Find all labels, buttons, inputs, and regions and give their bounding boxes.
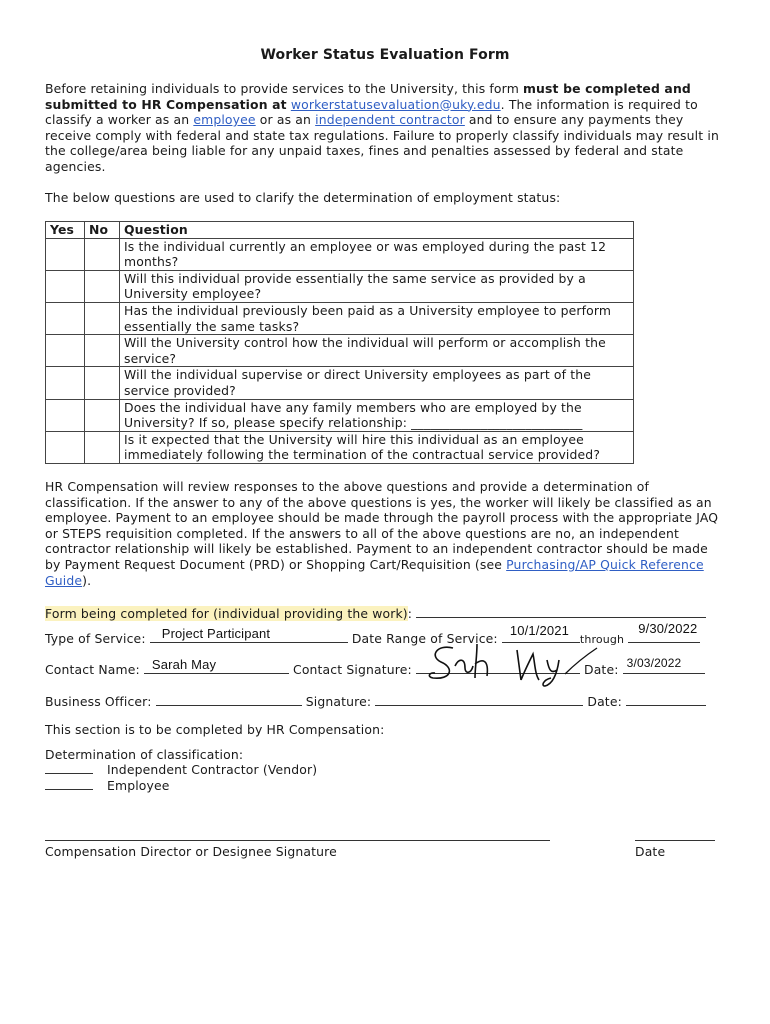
business-officer-field[interactable]	[156, 692, 302, 706]
question-row	[46, 238, 634, 270]
question-row	[46, 335, 634, 367]
contractor-option-label: Independent Contractor (Vendor)	[107, 762, 318, 778]
yes-checkbox-cell[interactable]	[46, 431, 85, 463]
no-checkbox-cell[interactable]	[85, 302, 120, 334]
type-of-service-label: Type of Service:	[45, 631, 146, 646]
intro-text-4: and to ensure any payments they receive comply with federal and state tax regulations. Failure to properly classify individuals may result in the college/area being liable for any unpaid taxes, fines and penalties assessed by federal and state agencies.	[45, 112, 719, 174]
review-end: ).	[82, 572, 92, 588]
determination-option-employee	[45, 778, 725, 794]
completed-for-label: Form being completed for (individual providing the work)	[45, 606, 408, 621]
business-officer-signature-field[interactable]	[375, 692, 583, 706]
business-officer-label: Business Officer:	[45, 694, 152, 709]
yes-checkbox-cell[interactable]	[46, 399, 85, 431]
contact-name-field[interactable]	[144, 657, 289, 674]
question-row	[46, 302, 634, 334]
contractor-blank[interactable]	[45, 762, 93, 774]
no-header: No	[85, 222, 120, 239]
employee-link[interactable]: employee	[193, 112, 256, 128]
contact-signature-label: Contact Signature:	[293, 662, 412, 677]
question-text: Will this individual provide essentially the same service as provided by a University employee?	[120, 270, 634, 302]
question-text: Will the individual supervise or direct University employees as part of the service provided?	[120, 367, 634, 399]
hr-section	[45, 722, 725, 793]
date-from-value: 10/1/2021	[509, 623, 570, 638]
quick-reference-guide-link[interactable]: Purchasing/AP Quick Reference Guide	[45, 556, 704, 588]
hr-section-intro: This section is to be completed by HR Compensation:	[45, 722, 385, 737]
no-checkbox-cell[interactable]	[85, 399, 120, 431]
yes-header: Yes	[46, 222, 85, 239]
director-date-label: Date	[635, 844, 666, 859]
completed-for-colon: :	[407, 606, 413, 621]
through-label: through	[579, 633, 625, 646]
yes-checkbox-cell[interactable]	[46, 270, 85, 302]
question-text: Does the individual have any family members who are employed by the University? If so, please specify relationship: ___________________________	[120, 399, 634, 431]
determination-label: Determination of classification:	[45, 746, 244, 762]
question-text: Will the University control how the individual will perform or accomplish the service?	[120, 335, 634, 367]
questions-table	[45, 221, 634, 464]
date-to-field[interactable]	[628, 621, 700, 643]
contact-signature-image	[425, 640, 605, 688]
question-row	[46, 399, 634, 431]
contact-name-value: Sarah May	[151, 657, 217, 672]
contact-name-label: Contact Name:	[45, 662, 140, 677]
email-link[interactable]: workerstatusevaluation@uky.edu	[290, 96, 501, 112]
question-text: Is the individual currently an employee or was employed during the past 12 months?	[120, 238, 634, 270]
no-checkbox-cell[interactable]	[85, 367, 120, 399]
date-range-label: Date Range of Service:	[351, 631, 498, 646]
business-officer-row	[45, 692, 725, 709]
yes-checkbox-cell[interactable]	[46, 302, 85, 334]
contact-date-label: Date:	[584, 662, 619, 677]
question-row	[46, 367, 634, 399]
employee-option-label: Employee	[107, 777, 170, 793]
intro-text-1: Before retaining individuals to provide services to the University, this form	[45, 81, 523, 96]
intro-bold-text: must be completed and submitted to HR Compensation at	[45, 81, 691, 112]
contact-date-value: 3/03/2022	[626, 656, 682, 670]
director-signature-line[interactable]	[45, 840, 550, 841]
independent-contractor-link[interactable]: independent contractor	[315, 112, 465, 128]
no-checkbox-cell[interactable]	[85, 431, 120, 463]
question-header: Question	[120, 222, 634, 239]
director-date-line[interactable]	[635, 840, 715, 841]
date-to-value: 9/30/2022	[638, 621, 698, 636]
type-of-service-field[interactable]	[150, 626, 348, 643]
intro-text-2: . The information is required to classify a worker as an	[45, 96, 698, 128]
intro-paragraph	[45, 81, 725, 175]
question-row	[46, 431, 634, 463]
business-officer-date-label: Date:	[587, 694, 622, 709]
questions-lead: The below questions are used to clarify the determination of employment status:	[45, 190, 561, 205]
business-officer-date-field[interactable]	[626, 692, 706, 706]
intro-text-3: or as an	[255, 112, 316, 128]
employee-blank[interactable]	[45, 778, 93, 790]
review-text: HR Compensation will review responses to the above questions and provide a determination of classification. If the answer to any of the above questions is yes, the worker will likely be classified as an employee. Payment to an employee should be made through the payroll process with the appropriate JAQ or STEPS requisition completed. If the answers to all of the above questions are no, an independent contractor relationship will likely be established. Payment to an independent contractor should be made by Payment Request Document (PRD) or Shopping Cart/Requisition (see	[45, 479, 719, 572]
completed-for-field[interactable]	[416, 604, 706, 618]
determination-option-contractor	[45, 762, 725, 778]
yes-checkbox-cell[interactable]	[46, 367, 85, 399]
form-title: Worker Status Evaluation Form	[260, 47, 510, 63]
director-signature-label: Compensation Director or Designee Signature	[45, 844, 337, 859]
business-officer-signature-label: Signature:	[305, 694, 372, 709]
yes-checkbox-cell[interactable]	[46, 238, 85, 270]
no-checkbox-cell[interactable]	[85, 270, 120, 302]
contact-date-field[interactable]	[623, 656, 705, 674]
no-checkbox-cell[interactable]	[85, 335, 120, 367]
yes-checkbox-cell[interactable]	[46, 335, 85, 367]
question-text: Has the individual previously been paid as a University employee to perform essentially the same tasks?	[120, 302, 634, 334]
contact-row	[45, 656, 725, 677]
no-checkbox-cell[interactable]	[85, 238, 120, 270]
type-of-service-value: Project Participant	[161, 626, 271, 641]
question-text: Is it expected that the University will hire this individual as an employee immediately following the termination of the contractual service provided?	[120, 431, 634, 463]
type-of-service-row	[45, 621, 725, 646]
question-row	[46, 270, 634, 302]
review-paragraph	[45, 479, 725, 588]
completed-for-row	[45, 604, 725, 621]
